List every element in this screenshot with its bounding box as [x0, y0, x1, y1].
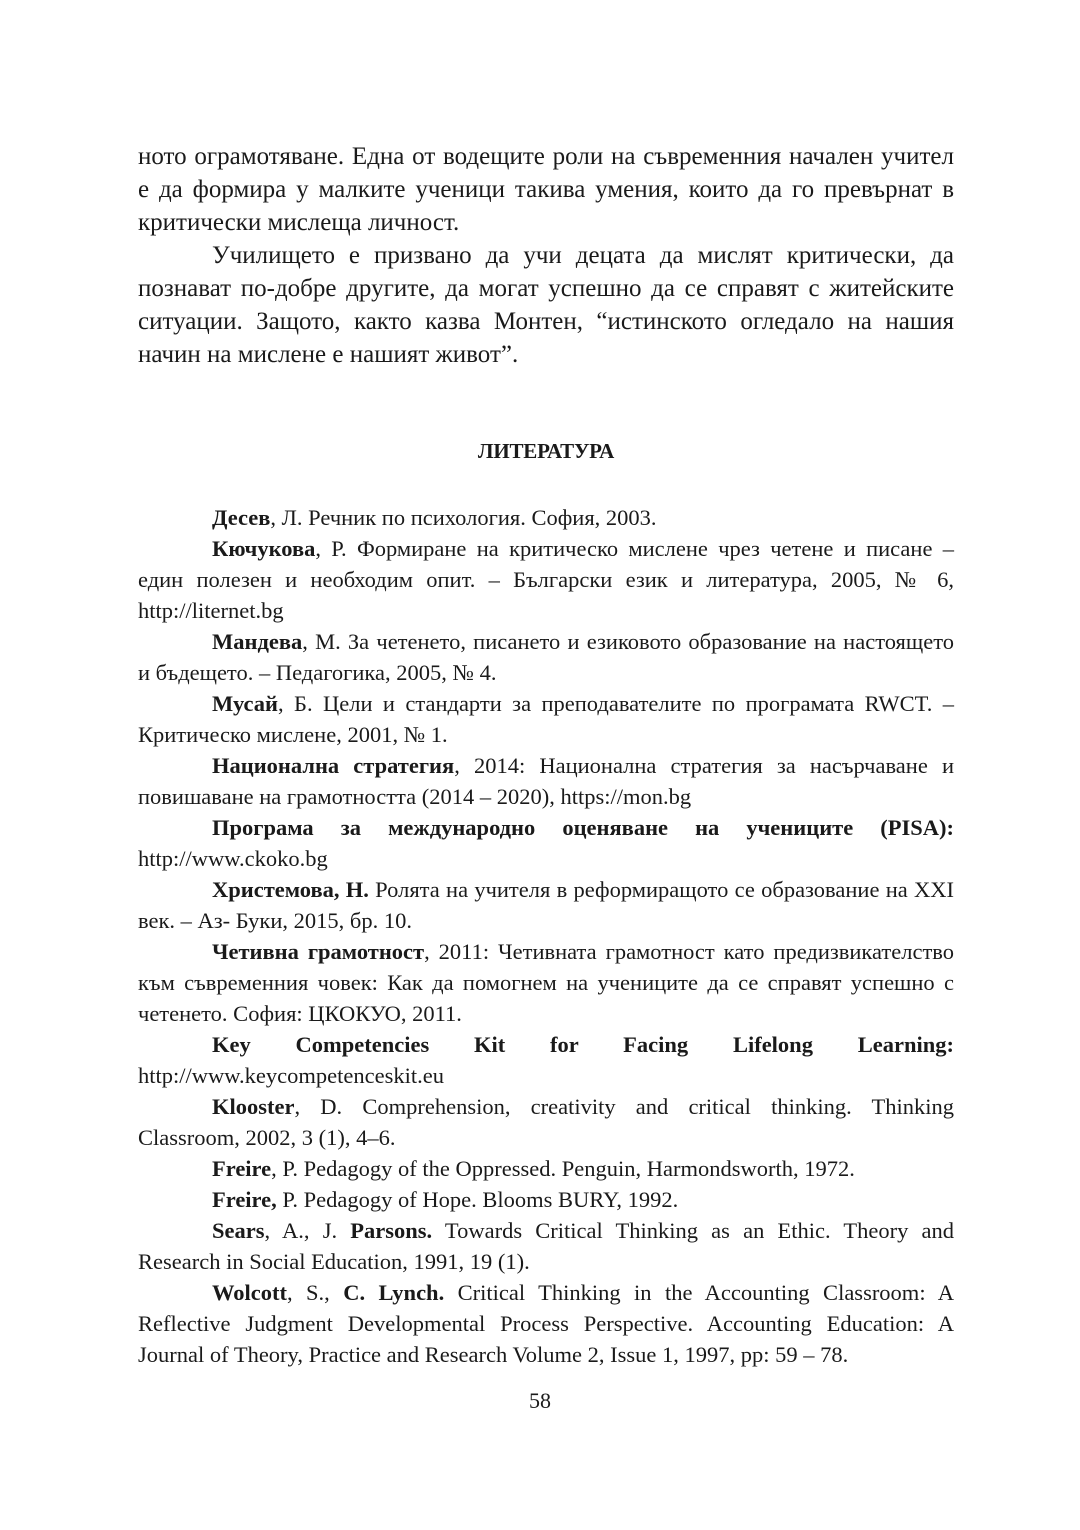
- reference-text: http://www.ckoko.bg: [138, 846, 328, 871]
- reference-text: , S.,: [286, 1280, 344, 1305]
- reference-item: [138, 1091, 954, 1153]
- reference-item: [138, 750, 954, 812]
- reference-author: Freire: [212, 1156, 272, 1181]
- reference-item: [138, 626, 954, 688]
- reference-text: , 2014: Национална стратегия за насърчаване и повишаване на грамотността (2014 – 2020), https://mon.bg: [138, 753, 954, 809]
- reference-author: Христемова, Н.: [212, 877, 369, 902]
- reference-author: Национална стратегия: [212, 753, 455, 778]
- reference-author: Sears: [212, 1218, 265, 1243]
- reference-item: [138, 936, 954, 1029]
- references-heading: ЛИТЕРАТУРА: [477, 439, 615, 463]
- references-list: [138, 502, 954, 1370]
- reference-author: Мандева: [212, 629, 303, 654]
- reference-item: [138, 874, 954, 936]
- page-number: 58: [529, 1388, 551, 1413]
- reference-item: [138, 1215, 954, 1277]
- reference-item: [138, 1029, 954, 1091]
- reference-text: , Р. Формиране на критическо мислене чрез четене и писане – един полезен и необходим опит. – Български език и литература, 2005, № 6, http://liternet.bg: [138, 536, 954, 623]
- reference-text: , A., J.: [264, 1218, 351, 1243]
- reference-author: Програма за международно оценяване на учениците (PISA):: [212, 815, 954, 840]
- reference-author: Key Competencies Kit for Facing Lifelong Learning:: [212, 1032, 954, 1057]
- body-paragraph-2: Училището е призвано да учи децата да мислят критически, да познават по-добре другите, да могат успешно да се справят с житейските ситуации. Защото, както казва Монтен, “истинското огледало на нашия начин на мислене е нашият живот”.: [138, 242, 954, 368]
- reference-text: , D. Comprehension, creativity and critical thinking. Thinking Classroom, 2002, 3 (1), 4–6.: [138, 1094, 954, 1150]
- reference-item: [138, 1184, 954, 1215]
- reference-text: , М. За четенето, писането и езиковото образование на настоящето и бъдещето. – Педагогика, 2005, № 4.: [138, 629, 954, 685]
- reference-coauthor: C. Lynch.: [343, 1280, 445, 1305]
- reference-author: Мусай: [212, 691, 278, 716]
- reference-text: http://www.keycompetenceskit.eu: [138, 1063, 444, 1088]
- reference-text: , Л. Речник по психология. София, 2003.: [270, 505, 657, 530]
- reference-author: Freire,: [212, 1187, 277, 1212]
- reference-text: , Б. Цели и стандарти за преподавателите по програмата RWCT. – Критическо мислене, 2001, № 1.: [138, 691, 954, 747]
- reference-text: Ролята на учителя в реформиращото се образование на XXI век. – Аз- Буки, 2015, бр. 10.: [138, 877, 955, 933]
- reference-item: [138, 812, 954, 874]
- reference-text: Towards Critical Thinking as an Ethic. Theory and Research in Social Education, 1991, 19 (1).: [138, 1218, 954, 1274]
- reference-item: [138, 688, 954, 750]
- reference-text: Critical Thinking in the Accounting Classroom: A Reflective Judgment Developmental Process Perspective. Accounting Education: A Journal of Theory, Practice and Research Volume 2, Issue 1, 1997, pp: 59 – 78.: [138, 1280, 954, 1367]
- reference-coauthor: Parsons.: [350, 1218, 433, 1243]
- reference-text: P. Pedagogy of Hope. Blooms BURY, 1992.: [276, 1187, 679, 1212]
- reference-item: [138, 1277, 954, 1370]
- reference-author: Кючукова: [212, 536, 316, 561]
- reference-item: [138, 1153, 954, 1184]
- reference-author: Десев: [212, 505, 271, 530]
- body-paragraph-1: ното ограмотяване. Една от водещите роли на съвременния начален учител е да формира у малките ученици такива умения, които да го превърнат в критически мислеща личност.: [138, 143, 954, 236]
- reference-author: Wolcott: [212, 1280, 287, 1305]
- reference-item: [138, 533, 954, 626]
- document-page: [138, 140, 954, 1370]
- reference-text: , P. Pedagogy of the Oppressed. Penguin, Harmondsworth, 1972.: [271, 1156, 855, 1181]
- reference-text: , 2011: Четивната грамотност като предизвикателство към съвременния човек: Как да помогнем на учениците да се справят успешно с четенето. София: ЦКОКУО, 2011.: [138, 939, 955, 1026]
- reference-item: [138, 502, 954, 533]
- reference-author: Klooster: [212, 1094, 295, 1119]
- reference-author: Четивна грамотност: [212, 939, 425, 964]
